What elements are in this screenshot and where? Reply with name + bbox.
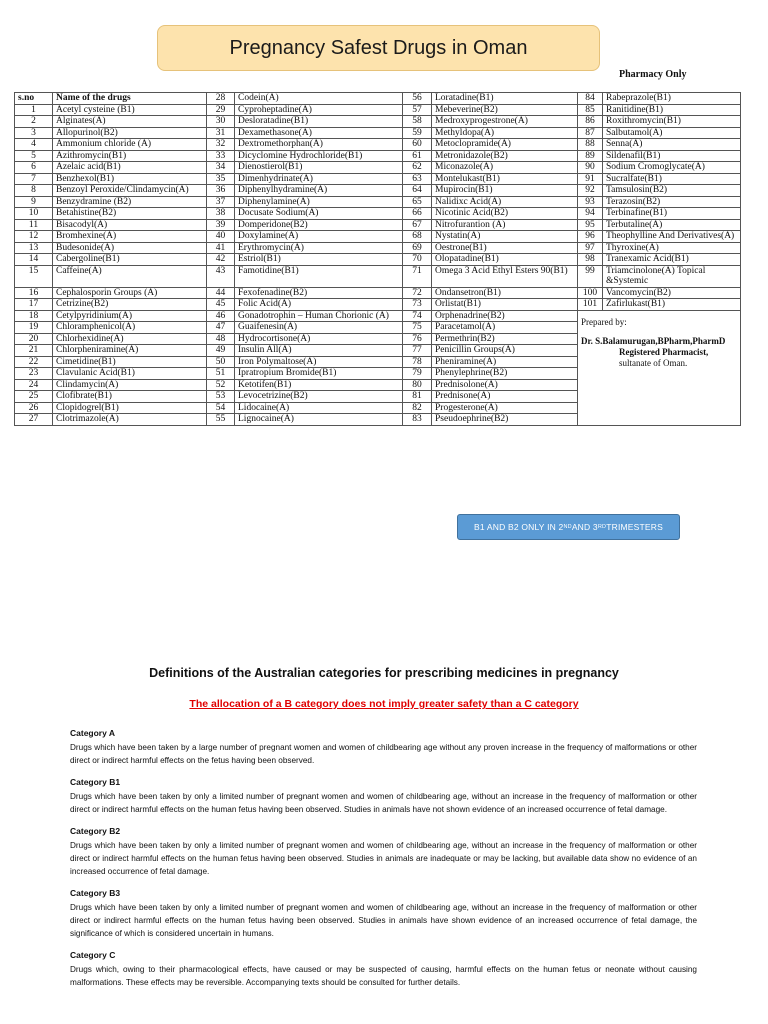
drug-number: 15 (15, 265, 53, 287)
category-name: Category A (70, 728, 116, 738)
drug-name: Docusate Sodium(A) (235, 208, 403, 220)
drug-name: Terbinafine(B1) (603, 208, 741, 220)
drug-name: Clopidogrel(B1) (53, 402, 207, 414)
drug-number: 75 (403, 322, 432, 334)
drug-name: Chloramphenicol(A) (53, 322, 207, 334)
drug-name: Tamsulosin(B2) (603, 185, 741, 197)
drug-number: 79 (403, 368, 432, 380)
drug-name: Doxylamine(A) (235, 231, 403, 243)
drug-name: Sucralfate(B1) (603, 173, 741, 185)
category-description: Drugs which have been taken by only a limited number of pregnant women and women of childbearing age, without an increase in the frequency of malformation or other direct or indirect harmful effects on the human fetus having been observed. Studies in animals have shown evidence of an increased occurrence of fetal damage, the significance of which is considered uncertain in humans. (70, 903, 697, 938)
drug-name: Ketotifen(B1) (235, 379, 403, 391)
drug-number: 81 (403, 391, 432, 403)
drug-number: 80 (403, 379, 432, 391)
drug-number: 63 (403, 173, 432, 185)
drug-name: Progesterone(A) (432, 402, 578, 414)
drug-name: Cephalosporin Groups (A) (53, 287, 207, 299)
drug-number: 54 (207, 402, 235, 414)
table-row (15, 104, 741, 116)
drug-name: Salbutamol(A) (603, 127, 741, 139)
drug-name: Metronidazole(B2) (432, 150, 578, 162)
drug-name: Domperidone(B2) (235, 219, 403, 231)
drug-number: 37 (207, 196, 235, 208)
drug-name: Bromhexine(A) (53, 231, 207, 243)
drug-number: 21 (15, 345, 53, 357)
drug-number: 68 (403, 231, 432, 243)
drug-name: Roxithromycin(B1) (603, 116, 741, 128)
drug-number: 49 (207, 345, 235, 357)
drug-name: Prednisolone(A) (432, 379, 578, 391)
drug-number: 27 (15, 414, 53, 426)
drug-name: Folic Acid(A) (235, 299, 403, 311)
table-row (15, 127, 741, 139)
pharmacist-location: sultanate of Oman. (619, 357, 688, 368)
drug-number: 2 (15, 116, 53, 128)
drug-name: Omega 3 Acid Ethyl Esters 90(B1) (432, 265, 578, 287)
drug-name: Oestrone(B1) (432, 242, 578, 254)
drug-number: 30 (207, 116, 235, 128)
header-drug-name: Name of the drugs (53, 93, 207, 105)
table-row (15, 242, 741, 254)
drug-name: Terazosin(B2) (603, 196, 741, 208)
drug-name: Cetylpyridinium(A) (53, 310, 207, 322)
table-row (15, 219, 741, 231)
drug-name: Dextromethorphan(A) (235, 139, 403, 151)
drug-name: Mupirocin(B1) (432, 185, 578, 197)
drug-name: Chlorpheniramine(A) (53, 345, 207, 357)
drug-name: Senna(A) (603, 139, 741, 151)
drug-name: Vancomycin(B2) (603, 287, 741, 299)
drug-number: 48 (207, 333, 235, 345)
drug-name: Fexofenadine(B2) (235, 287, 403, 299)
drug-name: Desloratadine(B1) (235, 116, 403, 128)
drug-number: 53 (207, 391, 235, 403)
drug-number: 50 (207, 356, 235, 368)
drug-number: 59 (403, 127, 432, 139)
drug-name: Levocetrizine(B2) (235, 391, 403, 403)
drug-name: Miconazole(A) (432, 162, 578, 174)
drug-name: Budesonide(A) (53, 242, 207, 254)
trimester-note: B1 AND B2 ONLY IN 2 ND AND 3 RD TRIMESTERS (457, 514, 680, 540)
drug-name: Ranitidine(B1) (603, 104, 741, 116)
drug-number: 38 (207, 208, 235, 220)
drug-name: Dimenhydrinate(A) (235, 173, 403, 185)
drug-number: 17 (15, 299, 53, 311)
drug-number: 84 (578, 93, 603, 105)
drug-name: Theophylline And Derivatives(A) (603, 231, 741, 243)
drug-number: 18 (15, 310, 53, 322)
drug-number: 34 (207, 162, 235, 174)
drug-number: 101 (578, 299, 603, 311)
drug-number: 67 (403, 219, 432, 231)
drug-number: 3 (15, 127, 53, 139)
drug-name: Chlorhexidine(A) (53, 333, 207, 345)
definitions-warning: The allocation of a B category does not imply greater safety than a C category (189, 698, 579, 710)
drug-number: 85 (578, 104, 603, 116)
drug-name: Ondansetron(B1) (432, 287, 578, 299)
drug-name: Famotidine(B1) (235, 265, 403, 287)
drug-number: 40 (207, 231, 235, 243)
table-row (15, 150, 741, 162)
drug-name: Guaifenesin(A) (235, 322, 403, 334)
drug-number: 91 (578, 173, 603, 185)
table-row (15, 162, 741, 174)
drug-number: 96 (578, 231, 603, 243)
drug-number: 19 (15, 322, 53, 334)
drug-number: 13 (15, 242, 53, 254)
drug-number: 78 (403, 356, 432, 368)
drug-number: 58 (403, 116, 432, 128)
drug-name: Clindamycin(A) (53, 379, 207, 391)
drug-name: Pseudoephrine(B2) (432, 414, 578, 426)
drug-name: Triamcinolone(A) Topical &Systemic (603, 265, 741, 287)
drug-number: 77 (403, 345, 432, 357)
drug-number: 31 (207, 127, 235, 139)
drug-number: 26 (15, 402, 53, 414)
drug-number: 12 (15, 231, 53, 243)
drug-name: Cabergoline(B1) (53, 254, 207, 266)
drug-name: Gonadotrophin – Human Chorionic (A) (235, 310, 403, 322)
drug-number: 20 (15, 333, 53, 345)
drug-name: Azithromycin(B1) (53, 150, 207, 162)
drug-name: Azelaic acid(B1) (53, 162, 207, 174)
category-name: Category B2 (70, 826, 121, 836)
drug-name: Medroxyprogestrone(A) (432, 116, 578, 128)
drug-name: Tranexamic Acid(B1) (603, 254, 741, 266)
pharmacist-role: Registered Pharmacist, (619, 346, 709, 357)
drug-number: 88 (578, 139, 603, 151)
drug-number: 60 (403, 139, 432, 151)
drug-name: Cyproheptadine(A) (235, 104, 403, 116)
drug-number: 86 (578, 116, 603, 128)
drug-name: Phenylephrine(B2) (432, 368, 578, 380)
definitions-title: Definitions of the Australian categories for prescribing medicines in pregnancy (149, 666, 619, 680)
drug-name: Cetrizine(B2) (53, 299, 207, 311)
drug-number: 22 (15, 356, 53, 368)
drug-number: 39 (207, 219, 235, 231)
drug-number: 99 (578, 265, 603, 287)
drug-number: 51 (207, 368, 235, 380)
drug-number: 97 (578, 242, 603, 254)
table-row (15, 208, 741, 220)
drug-name: Dicyclomine Hydrochloride(B1) (235, 150, 403, 162)
table-row (15, 139, 741, 151)
drug-name: Loratadine(B1) (432, 93, 578, 105)
table-row (15, 116, 741, 128)
category-name: Category B1 (70, 777, 121, 787)
drug-number: 33 (207, 150, 235, 162)
drug-number: 100 (578, 287, 603, 299)
drug-name: Clofibrate(B1) (53, 391, 207, 403)
category-description: Drugs which have been taken by only a limited number of pregnant women and women of childbearing age, without an increase in the frequency of malformation or other direct or indirect harmful effects on the human fetus having been observed. Studies in animals are inadequate or may be lacking, but available data show no evidence of an increased occurrence of fetal damage. (70, 841, 697, 876)
category-item (70, 887, 697, 940)
drug-name: Benzhexol(B1) (53, 173, 207, 185)
drug-name: Prednisone(A) (432, 391, 578, 403)
drug-number: 70 (403, 254, 432, 266)
drug-name: Lignocaine(A) (235, 414, 403, 426)
drug-number: 14 (15, 254, 53, 266)
drug-name: Hydrocortisone(A) (235, 333, 403, 345)
drug-name: Orphenadrine(B2) (432, 310, 578, 322)
drug-number: 73 (403, 299, 432, 311)
drug-number: 25 (15, 391, 53, 403)
table-row (15, 185, 741, 197)
drug-number: 52 (207, 379, 235, 391)
drug-name: Nicotinic Acid(B2) (432, 208, 578, 220)
drug-number: 90 (578, 162, 603, 174)
drug-name: Zafirlukast(B1) (603, 299, 741, 311)
drug-number: 93 (578, 196, 603, 208)
drug-number: 47 (207, 322, 235, 334)
drug-name: Acetyl cysteine (B1) (53, 104, 207, 116)
drug-number: 16 (15, 287, 53, 299)
category-list (70, 727, 697, 998)
drug-name: Ipratropium Bromide(B1) (235, 368, 403, 380)
drug-number: 92 (578, 185, 603, 197)
category-item (70, 776, 697, 816)
category-item (70, 949, 697, 989)
drug-name: Metoclopramide(A) (432, 139, 578, 151)
drug-number: 98 (578, 254, 603, 266)
category-name: Category B3 (70, 888, 121, 898)
category-item (70, 727, 697, 767)
drug-number: 9 (15, 196, 53, 208)
drug-name: Diphenylamine(A) (235, 196, 403, 208)
drug-number: 61 (403, 150, 432, 162)
drug-number: 46 (207, 310, 235, 322)
pharmacist-name: Dr. S.Balamurugan,BPharm,PharmD (581, 335, 726, 346)
drug-number: 43 (207, 265, 235, 287)
drug-number: 69 (403, 242, 432, 254)
drug-number: 57 (403, 104, 432, 116)
drug-number: 71 (403, 265, 432, 287)
drug-number: 56 (403, 93, 432, 105)
drug-number: 4 (15, 139, 53, 151)
drug-number: 76 (403, 333, 432, 345)
table-row (15, 265, 741, 287)
drug-number: 64 (403, 185, 432, 197)
drug-name: Lidocaine(A) (235, 402, 403, 414)
drug-number: 66 (403, 208, 432, 220)
drug-name: Paracetamol(A) (432, 322, 578, 334)
drug-name: Bisacodyl(A) (53, 219, 207, 231)
drug-name: Montelukast(B1) (432, 173, 578, 185)
prepared-by (578, 310, 741, 425)
drug-number: 24 (15, 379, 53, 391)
header-sno: s.no (15, 93, 53, 105)
drug-number: 35 (207, 173, 235, 185)
table-row (15, 254, 741, 266)
drug-number: 5 (15, 150, 53, 162)
drug-number: 11 (15, 219, 53, 231)
pharmacy-only-label: Pharmacy Only (619, 69, 687, 80)
category-item (70, 825, 697, 878)
drug-number: 87 (578, 127, 603, 139)
table-row (15, 287, 741, 299)
drug-name: Insulin All(A) (235, 345, 403, 357)
category-description: Drugs which have been taken by only a limited number of pregnant women and women of childbearing age, without an increase in the frequency of malformation or other direct or indirect harmful effects on the human fetus having been observed. Studies in animals have not shown evidence of an increased occurrence of fetal damage. (70, 792, 697, 814)
drug-number: 28 (207, 93, 235, 105)
drug-name: Diphenylhydramine(A) (235, 185, 403, 197)
drug-name: Sildenafil(B1) (603, 150, 741, 162)
drug-number: 7 (15, 173, 53, 185)
drug-number: 6 (15, 162, 53, 174)
drug-name: Nalidixc Acid(A) (432, 196, 578, 208)
drug-number: 41 (207, 242, 235, 254)
drug-name: Methyldopa(A) (432, 127, 578, 139)
drug-name: Cimetidine(B1) (53, 356, 207, 368)
drug-name: Dexamethasone(A) (235, 127, 403, 139)
drug-number: 45 (207, 299, 235, 311)
category-description: Drugs which have been taken by a large number of pregnant women and women of childbearing age without any proven increase in the frequency of malformations or other direct or indirect harmful effects on the fetus having been observed. (70, 743, 697, 765)
drug-name: Rabeprazole(B1) (603, 93, 741, 105)
category-name: Category C (70, 950, 116, 960)
drug-name: Clotrimazole(A) (53, 414, 207, 426)
drug-number: 82 (403, 402, 432, 414)
page-title: Pregnancy Safest Drugs in Oman (157, 25, 600, 71)
drug-name: Nystatin(A) (432, 231, 578, 243)
drug-number: 95 (578, 219, 603, 231)
drug-name: Mebeverine(B2) (432, 104, 578, 116)
drug-number: 32 (207, 139, 235, 151)
drug-name: Terbutaline(A) (603, 219, 741, 231)
drug-name: Iron Polymaltose(A) (235, 356, 403, 368)
drug-number: 55 (207, 414, 235, 426)
drug-number: 1 (15, 104, 53, 116)
drug-name: Clavulanic Acid(B1) (53, 368, 207, 380)
drug-table (14, 92, 741, 426)
drug-name: Betahistine(B2) (53, 208, 207, 220)
prepared-by-label: Prepared by: (581, 316, 627, 327)
drug-name: Allopurinol(B2) (53, 127, 207, 139)
drug-number: 42 (207, 254, 235, 266)
drug-name: Ammonium chloride (A) (53, 139, 207, 151)
drug-name: Penicillin Groups(A) (432, 345, 578, 357)
drug-name: Thyroxine(A) (603, 242, 741, 254)
drug-number: 23 (15, 368, 53, 380)
drug-name: Nitrofurantion (A) (432, 219, 578, 231)
table-row (15, 310, 741, 322)
drug-name: Benzoyl Peroxide/Clindamycin(A) (53, 185, 207, 197)
drug-name: Caffeine(A) (53, 265, 207, 287)
drug-name: Estriol(B1) (235, 254, 403, 266)
drug-number: 29 (207, 104, 235, 116)
drug-name: Alginates(A) (53, 116, 207, 128)
drug-name: Dienostierol(B1) (235, 162, 403, 174)
table-row (15, 299, 741, 311)
drug-name: Sodium Cromoglycate(A) (603, 162, 741, 174)
drug-number: 94 (578, 208, 603, 220)
drug-name: Erythromycin(A) (235, 242, 403, 254)
drug-name: Benzydramine (B2) (53, 196, 207, 208)
drug-name: Orlistat(B1) (432, 299, 578, 311)
drug-name: Pheniramine(A) (432, 356, 578, 368)
drug-number: 8 (15, 185, 53, 197)
drug-number: 83 (403, 414, 432, 426)
drug-name: Permethrin(B2) (432, 333, 578, 345)
table-row (15, 231, 741, 243)
table-header-row (15, 93, 741, 105)
category-description: Drugs which, owing to their pharmacological effects, have caused or may be suspected of causing, harmful effects on the human fetus or neonate without causing malformations. These effects may be reversible. Accompanying texts should be consulted for further details. (70, 965, 697, 987)
drug-number: 89 (578, 150, 603, 162)
drug-number: 74 (403, 310, 432, 322)
drug-name: Codein(A) (235, 93, 403, 105)
table-row (15, 196, 741, 208)
drug-number: 65 (403, 196, 432, 208)
drug-number: 36 (207, 185, 235, 197)
drug-name: Olopatadine(B1) (432, 254, 578, 266)
table-row (15, 173, 741, 185)
drug-number: 44 (207, 287, 235, 299)
drug-number: 72 (403, 287, 432, 299)
drug-number: 10 (15, 208, 53, 220)
drug-number: 62 (403, 162, 432, 174)
